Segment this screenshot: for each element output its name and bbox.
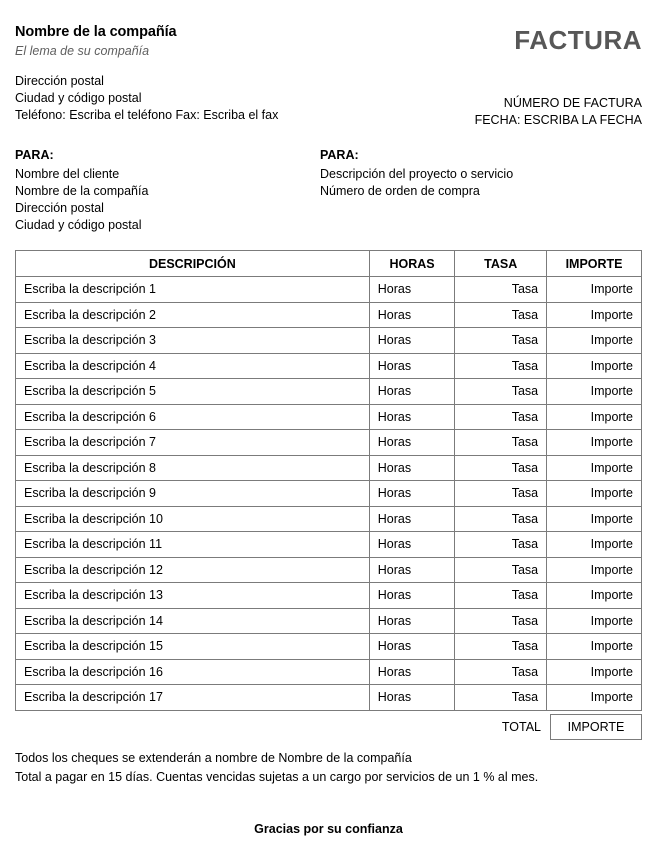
row-cell-descripcion: Escriba la descripción 5 [16, 379, 370, 405]
row-cell-descripcion: Escriba la descripción 6 [16, 404, 370, 430]
row-cell-tasa: Tasa [455, 302, 547, 328]
sender-and-meta-row [15, 73, 642, 129]
row-cell-importe: Importe [547, 608, 642, 634]
row-cell-descripcion: Escriba la descripción 15 [16, 634, 370, 660]
column-header-importe: IMPORTE [547, 251, 642, 277]
total-label: TOTAL [501, 719, 541, 734]
sender-contact-line: Teléfono: Escriba el teléfono Fax: Escriba el fax [15, 108, 279, 122]
bill-to-line-3: Dirección postal [15, 201, 104, 215]
row-cell-descripcion: Escriba la descripción 10 [16, 506, 370, 532]
column-header-descripcion: DESCRIPCIÓN [16, 251, 370, 277]
row-cell-horas: Horas [369, 685, 455, 711]
row-cell-descripcion: Escriba la descripción 2 [16, 302, 370, 328]
invoice-meta-block [475, 73, 642, 129]
row-cell-horas: Horas [369, 532, 455, 558]
table-row [16, 455, 642, 481]
row-cell-tasa: Tasa [455, 481, 547, 507]
table-row [16, 506, 642, 532]
row-cell-horas: Horas [369, 302, 455, 328]
invoice-date-label: FECHA: ESCRIBA LA FECHA [474, 113, 642, 127]
row-cell-horas: Horas [369, 379, 455, 405]
table-row [16, 532, 642, 558]
row-cell-descripcion: Escriba la descripción 4 [16, 353, 370, 379]
sender-address-line-2: Ciudad y código postal [15, 91, 142, 105]
row-cell-tasa: Tasa [455, 404, 547, 430]
row-cell-horas: Horas [369, 583, 455, 609]
line-items-body [16, 277, 642, 711]
row-cell-importe: Importe [547, 302, 642, 328]
bill-to-line-2: Nombre de la compañía [15, 184, 149, 198]
row-cell-tasa: Tasa [455, 557, 547, 583]
table-row [16, 277, 642, 303]
table-row [16, 634, 642, 660]
table-row [16, 608, 642, 634]
row-cell-descripcion: Escriba la descripción 16 [16, 659, 370, 685]
row-cell-tasa: Tasa [455, 455, 547, 481]
bill-to-line-1: Nombre del cliente [15, 167, 120, 181]
row-cell-horas: Horas [369, 455, 455, 481]
row-cell-importe: Importe [547, 328, 642, 354]
total-row [15, 714, 642, 740]
row-cell-tasa: Tasa [455, 608, 547, 634]
row-cell-tasa: Tasa [455, 532, 547, 558]
row-cell-importe: Importe [547, 659, 642, 685]
row-cell-tasa: Tasa [455, 379, 547, 405]
project-line-2: Número de orden de compra [320, 184, 480, 198]
bill-to-line-4: Ciudad y código postal [15, 218, 142, 232]
row-cell-horas: Horas [369, 328, 455, 354]
row-cell-importe: Importe [547, 532, 642, 558]
row-cell-descripcion: Escriba la descripción 3 [16, 328, 370, 354]
row-cell-tasa: Tasa [455, 634, 547, 660]
table-row [16, 379, 642, 405]
row-cell-importe: Importe [547, 481, 642, 507]
row-cell-importe: Importe [547, 583, 642, 609]
row-cell-tasa: Tasa [455, 659, 547, 685]
row-cell-importe: Importe [547, 404, 642, 430]
row-cell-horas: Horas [369, 506, 455, 532]
row-cell-tasa: Tasa [455, 430, 547, 456]
table-row [16, 430, 642, 456]
project-line-1: Descripción del proyecto o servicio [320, 167, 514, 181]
table-row [16, 302, 642, 328]
table-row [16, 404, 642, 430]
row-cell-importe: Importe [547, 353, 642, 379]
row-cell-descripcion: Escriba la descripción 12 [16, 557, 370, 583]
row-cell-descripcion: Escriba la descripción 14 [16, 608, 370, 634]
line-items-table [15, 250, 642, 711]
row-cell-horas: Horas [369, 481, 455, 507]
payment-note-line-1: Todos los cheques se extenderán a nombre de Nombre de la compañía [15, 750, 412, 765]
payment-note-line-2: Total a pagar en 15 días. Cuentas vencidas sujetas a un cargo por servicios de un 1 % al mes. [15, 769, 539, 784]
bill-to-block [15, 147, 320, 234]
project-block [320, 147, 642, 234]
row-cell-tasa: Tasa [455, 353, 547, 379]
row-cell-tasa: Tasa [455, 685, 547, 711]
table-row [16, 685, 642, 711]
row-cell-horas: Horas [369, 277, 455, 303]
row-cell-descripcion: Escriba la descripción 13 [16, 583, 370, 609]
row-cell-importe: Importe [547, 379, 642, 405]
table-header-row [16, 251, 642, 277]
sender-address-line-1: Dirección postal [15, 74, 104, 88]
row-cell-horas: Horas [369, 430, 455, 456]
row-cell-importe: Importe [547, 634, 642, 660]
table-row [16, 557, 642, 583]
row-cell-descripcion: Escriba la descripción 7 [16, 430, 370, 456]
row-cell-descripcion: Escriba la descripción 8 [16, 455, 370, 481]
table-row [16, 583, 642, 609]
table-row [16, 659, 642, 685]
total-value: IMPORTE [550, 714, 642, 740]
row-cell-importe: Importe [547, 430, 642, 456]
row-cell-importe: Importe [547, 506, 642, 532]
row-cell-descripcion: Escriba la descripción 9 [16, 481, 370, 507]
project-label: PARA: [320, 148, 359, 162]
row-cell-horas: Horas [369, 634, 455, 660]
row-cell-tasa: Tasa [455, 277, 547, 303]
row-cell-horas: Horas [369, 608, 455, 634]
recipient-row [15, 147, 642, 234]
row-cell-descripcion: Escriba la descripción 11 [16, 532, 370, 558]
row-cell-importe: Importe [547, 455, 642, 481]
table-row [16, 481, 642, 507]
row-cell-tasa: Tasa [455, 328, 547, 354]
row-cell-descripcion: Escriba la descripción 1 [16, 277, 370, 303]
row-cell-importe: Importe [547, 685, 642, 711]
company-name: Nombre de la compañía [15, 24, 177, 40]
thanks-message: Gracias por su confianza [254, 821, 403, 836]
row-cell-tasa: Tasa [455, 506, 547, 532]
sender-address-block [15, 73, 278, 124]
column-header-tasa: TASA [455, 251, 547, 277]
row-cell-descripcion: Escriba la descripción 17 [16, 685, 370, 711]
payment-notes [15, 749, 642, 787]
company-tagline: El lema de su compañía [15, 43, 150, 58]
company-identity [15, 25, 176, 57]
invoice-header [15, 0, 642, 57]
row-cell-horas: Horas [369, 404, 455, 430]
row-cell-importe: Importe [547, 277, 642, 303]
invoice-number-label: NÚMERO DE FACTURA [503, 96, 642, 110]
row-cell-horas: Horas [369, 557, 455, 583]
column-header-horas: HORAS [369, 251, 455, 277]
page-title: FACTURA [514, 25, 642, 55]
table-row [16, 328, 642, 354]
row-cell-tasa: Tasa [455, 583, 547, 609]
bill-to-label: PARA: [15, 148, 54, 162]
row-cell-horas: Horas [369, 659, 455, 685]
row-cell-horas: Horas [369, 353, 455, 379]
table-row [16, 353, 642, 379]
row-cell-importe: Importe [547, 557, 642, 583]
